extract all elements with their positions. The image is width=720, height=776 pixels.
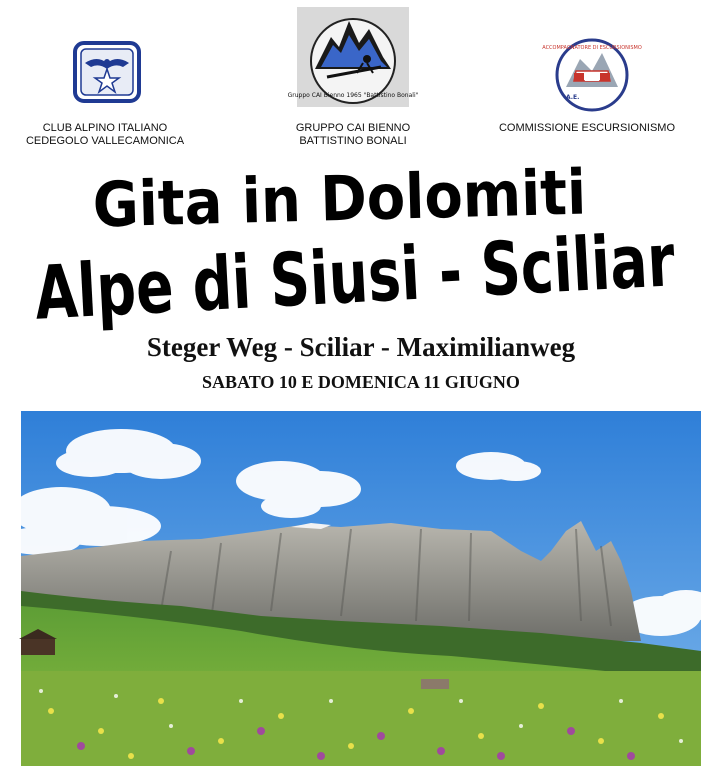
org-line: CLUB ALPINO ITALIANO (42, 122, 168, 134)
org-line: GRUPPO CAI BIENNO (295, 122, 411, 134)
org-line: COMMISSIONE ESCURSIONISMO (498, 122, 676, 134)
bienno-logo-icon (287, 7, 419, 107)
page-title (0, 160, 718, 337)
cai-logo-icon (73, 41, 141, 103)
dolomites-meadow-photo (21, 411, 701, 766)
date-subtitle: SABATO 10 E DOMENICA 11 GIUGNO (202, 372, 520, 392)
commissione-logo-icon (542, 37, 642, 112)
org-label-cai (10, 122, 200, 148)
bienno-logo-text: Gruppo CAI Bienno 1965 "Battistino Bonali" (287, 92, 419, 99)
org-line: CEDEGOLO VALLECAMONICA (25, 135, 185, 147)
route-subtitle: Steger Weg - Sciliar - Maximilianweg (146, 332, 576, 362)
title-line-2: Alpe di Siusi - Sciliar (32, 220, 597, 337)
org-line: BATTISTINO BONALI (299, 135, 407, 147)
commissione-logo-letters: A.E. (566, 94, 580, 101)
org-label-commissione (482, 122, 692, 135)
org-label-bienno (258, 122, 448, 148)
title-line-1: Gita in Dolomiti (91, 160, 464, 242)
commissione-logo-text: ACCOMPAGNATORE DI ESCURSIONISMO (542, 45, 642, 51)
